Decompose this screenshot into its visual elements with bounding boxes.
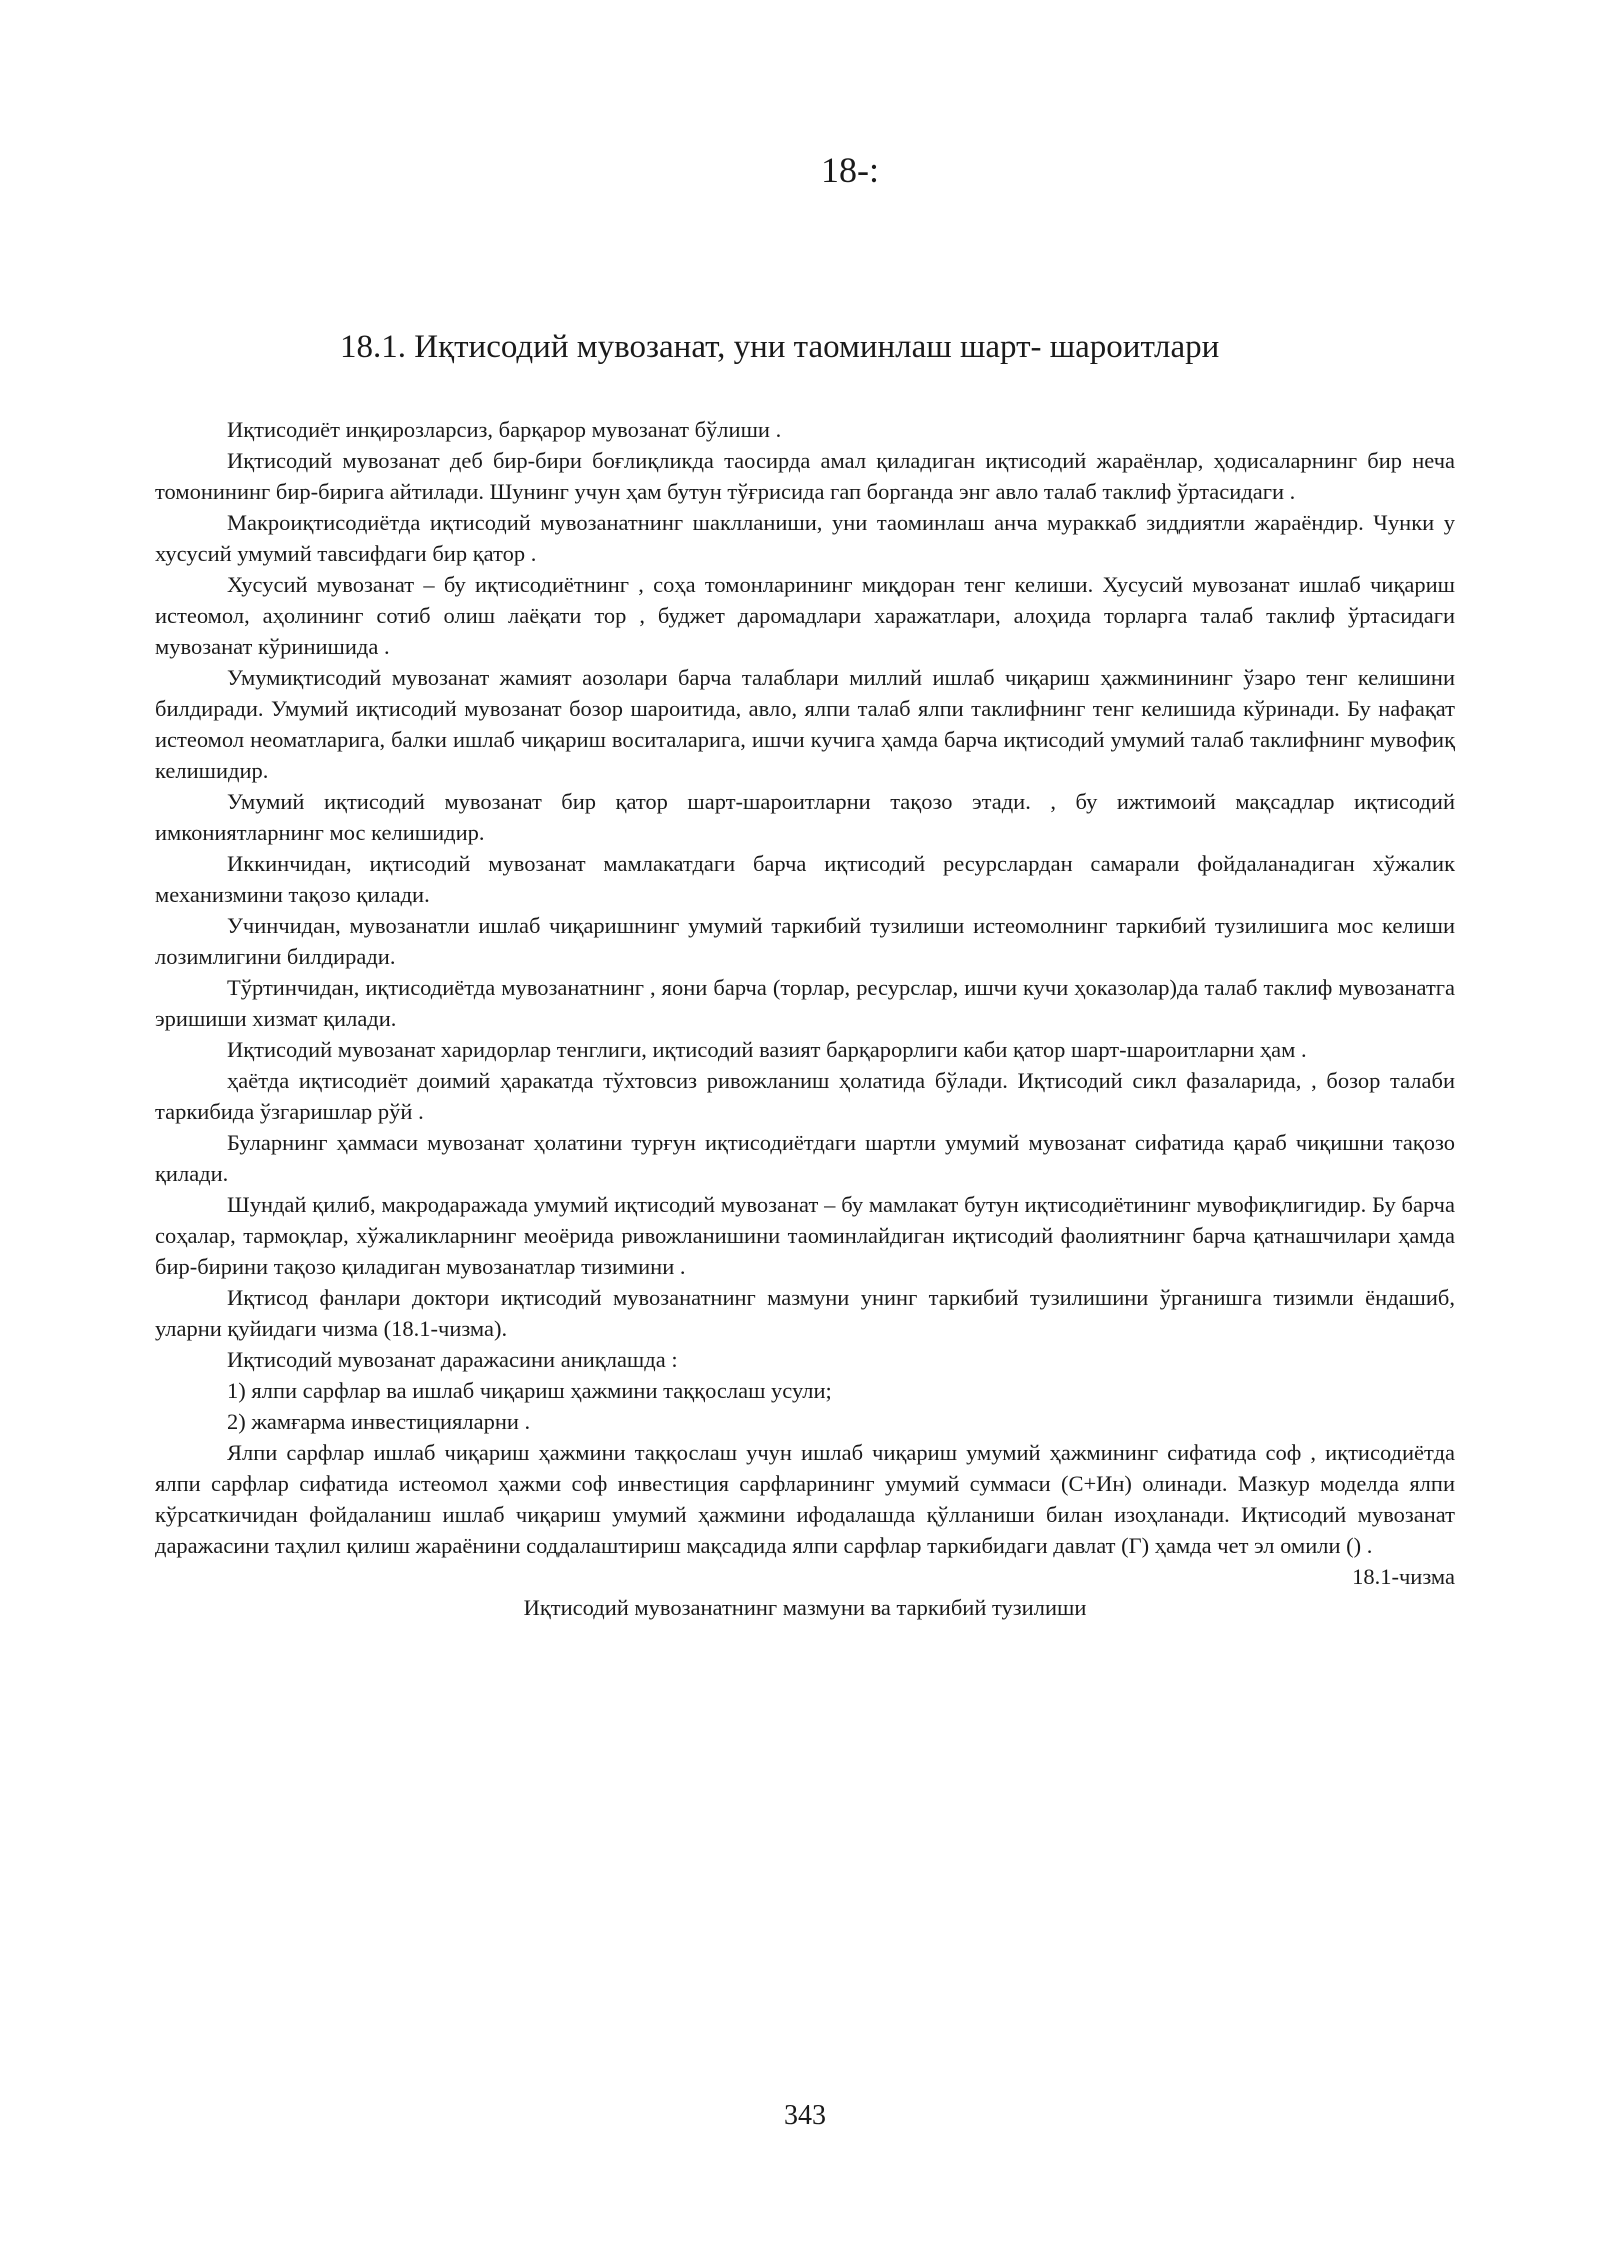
paragraph: Макроиқтисодиётда иқтисодий мувозанатнинг шаклланиши, уни таоминлаш анча мураккаб зиддиятли жараёндир. Чунки у хусусий умумий тавсифдаги бир қатор .	[155, 510, 1455, 566]
paragraph: Учинчидан, мувозанатли ишлаб чиқаришнинг умумий таркибий тузилиши истеомолнинг таркибий тузилишига мос келиши лозимлигини билдиради.	[155, 913, 1455, 969]
chapter-title: 18-:	[821, 150, 879, 190]
paragraph: Хусусий мувозанат – бу иқтисодиётнинг , соҳа томонларининг миқдоран тенг келиши. Хусусий мувозанат ишлаб чиқариш истеомол, аҳолининг сотиб олиш лаёқати тор , буджет даромадлари харажатлари, алоҳида торларга талаб таклиф ўртасидаги мувозанат кўринишида .	[155, 572, 1455, 659]
paragraph: Иқтисод фанлари доктори иқтисодий мувозанатнинг мазмуни унинг таркибий тузилишини ўрганишга тизимли ёндашиб, уларни қуйидаги чизма (18.1-чизма).	[155, 1285, 1455, 1341]
section-title: 18.1. Иқтисодий мувозанат, уни таоминлаш шарт- шароитлари	[340, 329, 1220, 365]
paragraph: Иқтисодий мувозанат даражасини аниқлашда :	[227, 1347, 678, 1372]
body-text	[155, 414, 1455, 1623]
paragraph: Иккинчидан, иқтисодий мувозанат мамлакатдаги барча иқтисодий ресурслардан самарали фойдаланадиган хўжалик механизмини тақозо қилади.	[155, 851, 1455, 907]
paragraph: Буларнинг ҳаммаси мувозанат ҳолатини турғун иқтисодиётдаги шартли умумий мувозанат сифатида қараб чиқишни тақозо қилади.	[155, 1130, 1455, 1186]
paragraph: Умумий иқтисодий мувозанат бир қатор шарт-шароитларни тақозо этади. , бу ижтимоий мақсадлар иқтисодий имкониятларнинг мос келишидир.	[155, 789, 1455, 845]
paragraph: Умумиқтисодий мувозанат жамият аозолари барча талаблари миллий ишлаб чиқариш ҳажминининг ўзаро тенг келишини билдиради. Умумий иқтисодий мувозанат бозор шароитида, авло, ялпи талаб ялпи таклифнинг тенг келишида кўринади. Бу нафақат истеомол неоматларига, балки ишлаб чиқариш воситаларига, ишчи кучига ҳамда барча иқтисодий умумий талаб таклифнинг мувофиқ келишидир.	[155, 665, 1455, 783]
paragraph: Тўртинчидан, иқтисодиётда мувозанатнинг , яони барча (торлар, ресурслар, ишчи кучи ҳоказолар)да талаб таклиф мувозанатга эришиши хизмат қилади.	[155, 975, 1455, 1031]
paragraph: Ялпи сарфлар ишлаб чиқариш ҳажмини таққослаш учун ишлаб чиқариш умумий ҳажмининг сифатида соф , иқтисодиётда ялпи сарфлар сифатида истеомол ҳажми соф инвестиция сарфларининг умумий суммаси (С+Ин) олинади. Мазкур моделда ялпи кўрсаткичидан фойдаланиш ишлаб чиқариш умумий ҳажмини ифодалашда қўлланиши билан изоҳланади. Иқтисодий мувозанат даражасини таҳлил қилиш жараёнини соддалаштириш мақсадида ялпи сарфлар таркибидаги давлат (Г) ҳамда чет эл омили () .	[155, 1440, 1455, 1558]
paragraph: ҳаётда иқтисодиёт доимий ҳаракатда тўхтовсиз ривожланиш ҳолатида бўлади. Иқтисодий сикл фазаларида, , бозор талаби таркибида ўзгаришлар рўй .	[155, 1068, 1455, 1124]
figure-label: 18.1-чизма	[1352, 1564, 1455, 1589]
paragraph: Шундай қилиб, макродаражада умумий иқтисодий мувозанат – бу мамлакат бутун иқтисодиётининг мувофиқлигидир. Бу барча соҳалар, тармоқлар, хўжаликларнинг меоёрида ривожланишини таоминлайдиган иқтисодий фаолиятнинг барча қатнашчилари ҳамда бир-бирини тақозо қиладиган мувозанатлар тизимини .	[155, 1192, 1455, 1279]
page-number: 343	[784, 2100, 826, 2131]
paragraph: Иқтисодий мувозанат деб бир-бири боғлиқликда таосирда амал қиладиган иқтисодий жараёнлар, ҳодисаларнинг бир неча томонининг бир-бирига айтилади. Шунинг учун ҳам бутун тўғрисида гап борганда энг авло талаб таклиф ўртасидаги .	[155, 448, 1455, 504]
paragraph: Иқтисодий мувозанат харидорлар тенглиги, иқтисодий вазият барқарорлиги каби қатор шарт-шароитларни ҳам .	[227, 1037, 1307, 1062]
paragraph: Иқтисодиёт инқирозларсиз, барқарор мувозанат бўлиши .	[227, 417, 782, 442]
figure-caption: Иқтисодий мувозанатнинг мазмуни ва таркибий тузилиши	[523, 1595, 1087, 1620]
list-item: 2) жамғарма инвестицияларни .	[227, 1409, 531, 1434]
list-item: 1) ялпи сарфлар ва ишлаб чиқариш ҳажмини таққослаш усули;	[227, 1378, 832, 1403]
